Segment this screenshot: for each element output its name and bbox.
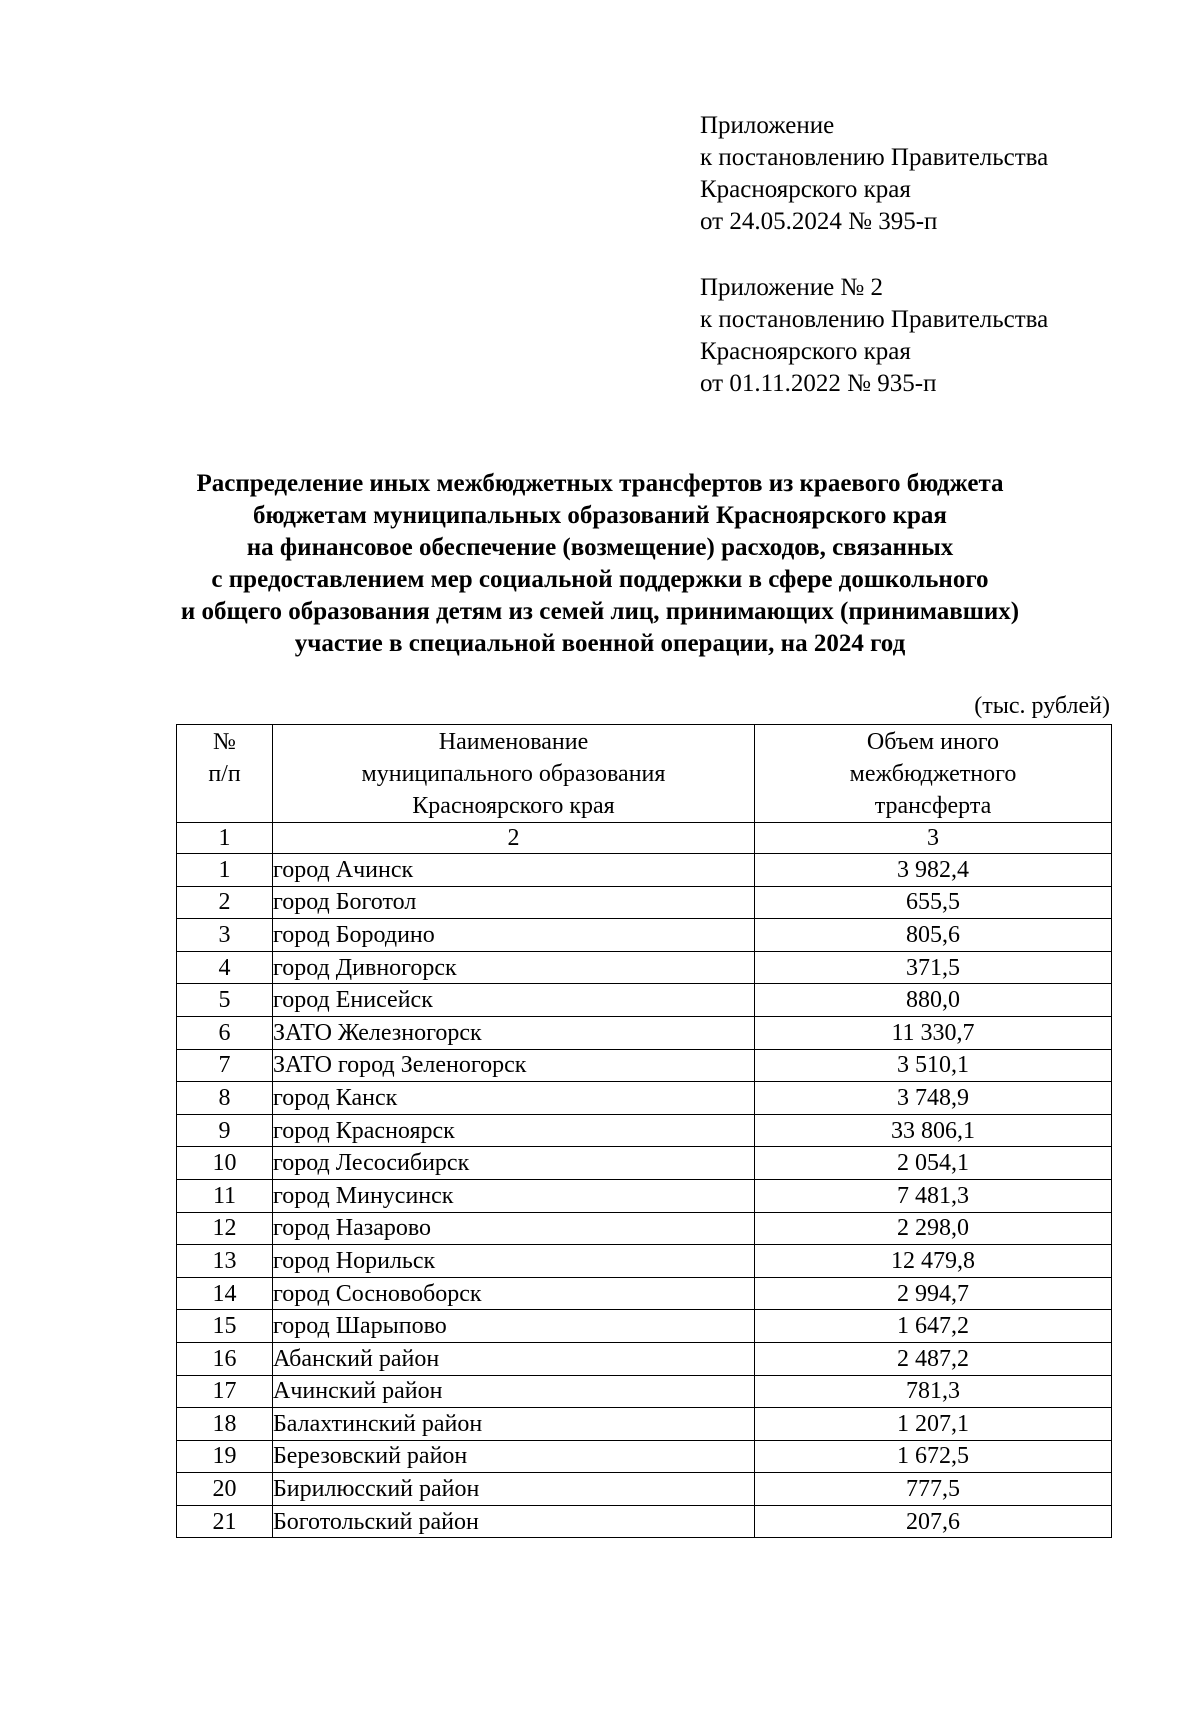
row-number: 10 bbox=[177, 1147, 273, 1180]
row-number: 13 bbox=[177, 1245, 273, 1278]
title-line: Распределение иных межбюджетных трансфертов из краевого бюджета bbox=[196, 470, 1004, 497]
header-line: п/п bbox=[208, 761, 241, 787]
transfer-amount: 655,5 bbox=[755, 886, 1112, 919]
appendix-2-block bbox=[700, 272, 1120, 400]
table-row bbox=[177, 1473, 1112, 1506]
transfer-amount: 33 806,1 bbox=[755, 1114, 1112, 1147]
row-number: 11 bbox=[177, 1179, 273, 1212]
column-index-row bbox=[177, 823, 1112, 854]
title-line: и общего образования детям из семей лиц, принимающих (принимавших) bbox=[180, 598, 1020, 625]
municipality-name: город Бородино bbox=[273, 919, 755, 952]
table-row bbox=[177, 1212, 1112, 1245]
table-row bbox=[177, 1310, 1112, 1343]
table-row bbox=[177, 1245, 1112, 1278]
row-number: 4 bbox=[177, 951, 273, 984]
appendix-1-line: от 24.05.2024 № 395-п bbox=[700, 208, 938, 235]
column-index: 3 bbox=[755, 823, 1112, 854]
appendix-1-line: Приложение bbox=[700, 112, 835, 139]
header-line: Наименование bbox=[438, 729, 589, 755]
header-line: муниципального образования bbox=[361, 761, 666, 787]
row-number: 7 bbox=[177, 1049, 273, 1082]
table-row bbox=[177, 1375, 1112, 1408]
table-row bbox=[177, 1147, 1112, 1180]
municipality-name: Березовский район bbox=[273, 1440, 755, 1473]
transfer-amount: 2 487,2 bbox=[755, 1342, 1112, 1375]
header-line: Красноярского края bbox=[412, 793, 615, 819]
municipality-name: город Ачинск bbox=[273, 854, 755, 887]
municipality-name: Балахтинский район bbox=[273, 1408, 755, 1441]
transfer-amount: 2 298,0 bbox=[755, 1212, 1112, 1245]
column-index: 1 bbox=[177, 823, 273, 854]
title-line: с предоставлением мер социальной поддержки в сфере дошкольного bbox=[211, 566, 989, 593]
title-line: на финансовое обеспечение (возмещение) расходов, связанных bbox=[246, 534, 954, 561]
municipality-name: город Минусинск bbox=[273, 1179, 755, 1212]
table-row bbox=[177, 919, 1112, 952]
row-number: 6 bbox=[177, 1016, 273, 1049]
municipality-name: город Дивногорск bbox=[273, 951, 755, 984]
municipality-name: город Красноярск bbox=[273, 1114, 755, 1147]
row-number: 16 bbox=[177, 1342, 273, 1375]
transfer-amount: 2 994,7 bbox=[755, 1277, 1112, 1310]
municipality-name: ЗАТО Железногорск bbox=[273, 1016, 755, 1049]
table-row bbox=[177, 1408, 1112, 1441]
municipality-name: Ачинский район bbox=[273, 1375, 755, 1408]
transfers-table bbox=[176, 724, 1112, 1538]
appendix-2-line: к постановлению Правительства bbox=[700, 306, 1049, 333]
table-row bbox=[177, 1342, 1112, 1375]
header-line: межбюджетного bbox=[849, 761, 1017, 787]
table-row bbox=[177, 1440, 1112, 1473]
row-number: 20 bbox=[177, 1473, 273, 1506]
transfer-amount: 2 054,1 bbox=[755, 1147, 1112, 1180]
table-row bbox=[177, 1082, 1112, 1115]
appendix-2-line: от 01.11.2022 № 935-п bbox=[700, 370, 937, 397]
transfer-amount: 805,6 bbox=[755, 919, 1112, 952]
table-row bbox=[177, 951, 1112, 984]
transfer-amount: 1 672,5 bbox=[755, 1440, 1112, 1473]
header-line: Объем иного bbox=[866, 729, 1000, 755]
transfer-amount: 1 647,2 bbox=[755, 1310, 1112, 1343]
row-number: 18 bbox=[177, 1408, 273, 1441]
municipality-name: город Енисейск bbox=[273, 984, 755, 1017]
appendix-1-line: к постановлению Правительства bbox=[700, 144, 1049, 171]
table-header-row bbox=[177, 725, 1112, 823]
row-number: 17 bbox=[177, 1375, 273, 1408]
appendix-1-block bbox=[700, 110, 1120, 238]
row-number: 15 bbox=[177, 1310, 273, 1343]
appendix-2-line: Красноярского края bbox=[700, 338, 911, 365]
transfer-amount: 3 982,4 bbox=[755, 854, 1112, 887]
municipality-name: город Сосновоборск bbox=[273, 1277, 755, 1310]
municipality-name: ЗАТО город Зеленогорск bbox=[273, 1049, 755, 1082]
table-row bbox=[177, 1179, 1112, 1212]
municipality-name: город Назарово bbox=[273, 1212, 755, 1245]
header-value bbox=[755, 725, 1112, 823]
table-row bbox=[177, 1505, 1112, 1538]
document-title bbox=[130, 468, 1070, 660]
table-row bbox=[177, 1114, 1112, 1147]
row-number: 21 bbox=[177, 1505, 273, 1538]
table-row bbox=[177, 886, 1112, 919]
title-line: участие в специальной военной операции, на 2024 год bbox=[294, 630, 906, 657]
table-row bbox=[177, 1016, 1112, 1049]
municipality-name: город Боготол bbox=[273, 886, 755, 919]
unit-label: (тыс. рублей) bbox=[974, 693, 1110, 719]
transfer-amount: 3 510,1 bbox=[755, 1049, 1112, 1082]
transfer-amount: 777,5 bbox=[755, 1473, 1112, 1506]
appendix-2-line: Приложение № 2 bbox=[700, 274, 884, 301]
header-number bbox=[177, 725, 273, 823]
municipality-name: Боготольский район bbox=[273, 1505, 755, 1538]
municipality-name: Абанский район bbox=[273, 1342, 755, 1375]
transfer-amount: 880,0 bbox=[755, 984, 1112, 1017]
header-line: № bbox=[213, 729, 236, 755]
appendix-1-line: Красноярского края bbox=[700, 176, 911, 203]
transfer-amount: 3 748,9 bbox=[755, 1082, 1112, 1115]
row-number: 19 bbox=[177, 1440, 273, 1473]
table-row bbox=[177, 854, 1112, 887]
table-body bbox=[177, 854, 1112, 1538]
transfer-amount: 371,5 bbox=[755, 951, 1112, 984]
municipality-name: город Лесосибирск bbox=[273, 1147, 755, 1180]
title-line: бюджетам муниципальных образований Красноярского края bbox=[253, 502, 947, 529]
municipality-name: город Канск bbox=[273, 1082, 755, 1115]
column-index: 2 bbox=[273, 823, 755, 854]
transfer-amount: 11 330,7 bbox=[755, 1016, 1112, 1049]
row-number: 9 bbox=[177, 1114, 273, 1147]
row-number: 14 bbox=[177, 1277, 273, 1310]
municipality-name: Бирилюсский район bbox=[273, 1473, 755, 1506]
municipality-name: город Шарыпово bbox=[273, 1310, 755, 1343]
transfer-amount: 1 207,1 bbox=[755, 1408, 1112, 1441]
table-row bbox=[177, 984, 1112, 1017]
row-number: 2 bbox=[177, 886, 273, 919]
municipality-name: город Норильск bbox=[273, 1245, 755, 1278]
table-row bbox=[177, 1049, 1112, 1082]
transfer-amount: 207,6 bbox=[755, 1505, 1112, 1538]
header-line: трансферта bbox=[874, 793, 992, 819]
transfer-amount: 781,3 bbox=[755, 1375, 1112, 1408]
row-number: 1 bbox=[177, 854, 273, 887]
header-name bbox=[273, 725, 755, 823]
transfer-amount: 12 479,8 bbox=[755, 1245, 1112, 1278]
row-number: 5 bbox=[177, 984, 273, 1017]
row-number: 12 bbox=[177, 1212, 273, 1245]
row-number: 8 bbox=[177, 1082, 273, 1115]
row-number: 3 bbox=[177, 919, 273, 952]
table-row bbox=[177, 1277, 1112, 1310]
transfer-amount: 7 481,3 bbox=[755, 1179, 1112, 1212]
